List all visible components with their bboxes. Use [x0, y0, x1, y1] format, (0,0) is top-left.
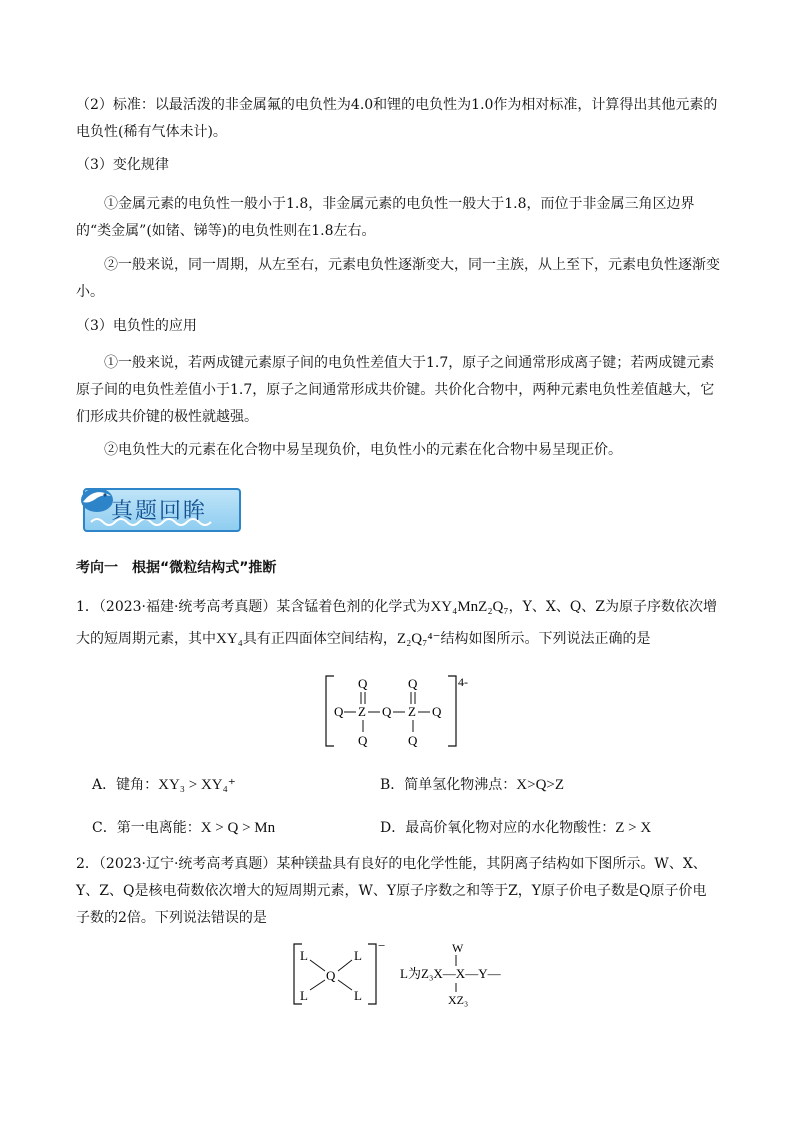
q2-structure-figure: [290, 938, 530, 1010]
section-title: 考向一 根据“微粒结构式”推断: [76, 560, 277, 576]
q2-stem-line3: 子数的2倍。下列说法错误的是: [76, 910, 267, 926]
atom-q-top-2: Q: [408, 676, 418, 691]
atom-z-1: Z: [358, 704, 366, 719]
q1-option-b[interactable]: B．简单氢化物沸点：X>Q>Z: [380, 777, 565, 793]
q1-structure-figure: [320, 670, 490, 752]
charge-minus: −: [378, 938, 386, 953]
q1-xy4: XY₄: [216, 631, 243, 647]
atom-q-bottom-1: Q: [358, 733, 368, 748]
paragraph-heading-rule: （3）变化规律: [76, 157, 169, 173]
q1-formula: XY₄MnZ₂Q₇: [430, 599, 509, 615]
paragraph-standard: （2）标准：以最活泼的非金属氟的电负性为4.0和锂的电负性为1.0作为相对标准，计算得出其他元素的电负性(稀有气体未计)。: [76, 97, 718, 140]
atom-q-bridge: Q: [382, 704, 392, 719]
paragraph-application-1: ①一般来说，若两成键元素原子间的电负性差值大于1.7，原子之间通常形成离子键；若两成键元素原子间的电负性差值小于1.7，原子之间通常形成共价键。共价化合物中，两种元素电负性差值越大，它们形成共价键的极性就越强。: [76, 355, 715, 425]
paragraph-rule-2: ②一般来说，同一周期，从左至右，元素电负性逐渐变大，同一主族，从上至下，元素电负性逐渐变小。: [76, 257, 720, 300]
charge-label: 4-: [458, 675, 468, 689]
q2-stem-line1: 2．（2023·辽宁·统考高考真题）某种镁盐具有良好的电化学性能，其阴离子结构如下图所示。W、X、: [76, 856, 707, 872]
q1-z2q7: Z₂Q₇⁴⁻: [396, 631, 441, 647]
atom-q-center: Q: [326, 968, 336, 983]
q1-option-c[interactable]: C．第一电离能：X > Q > Mn: [92, 820, 276, 836]
atom-l-3: L: [300, 988, 308, 1003]
atom-w: W: [452, 941, 464, 955]
atom-l-1: L: [300, 948, 308, 963]
atom-q-top-1: Q: [358, 676, 368, 691]
paragraph-rule-1: ①金属元素的电负性一般小于1.8，非金属元素的电负性一般大于1.8，而位于非金属三角区边界的“类金属”(如锗、锑等)的电负性则在1.8左右。: [76, 196, 695, 239]
section-banner: [75, 482, 239, 534]
q1-stem-line1: 1．（2023·福建·统考高考真题）某含锰着色剂的化学式为XY₄MnZ₂Q₇，Y、X、Q、Z为原子序数依次增: [76, 599, 718, 615]
paragraph-heading-application: （3）电负性的应用: [76, 318, 197, 334]
paragraph-application-2: ②电负性大的元素在化合物中易呈现负价，电负性小的元素在化合物中易呈现正价。: [104, 442, 622, 458]
banner-title: 真题回眸: [111, 499, 208, 524]
atom-q-right: Q: [432, 704, 442, 719]
atom-xz3: XZ₃: [448, 993, 469, 1007]
q1-option-d[interactable]: D．最高价氧化物对应的水化物酸性：Z > X: [380, 820, 652, 836]
atom-q-bottom-2: Q: [408, 733, 418, 748]
atom-z-2: Z: [408, 704, 416, 719]
atom-q-left: Q: [334, 704, 344, 719]
q2-stem-line2: Y、Z、Q是核电荷数依次增大的短周期元素，W、Y原子序数之和等于Z，Y原子价电子数是Q原子价电: [76, 883, 707, 899]
q1-stem-line2: 大的短周期元素，其中XY₄具有正四面体空间结构，Z₂Q₇⁴⁻结构如图所示。下列说法正确的是: [76, 631, 651, 647]
atom-l-4: L: [354, 988, 362, 1003]
atom-l-2: L: [354, 948, 362, 963]
q1-option-a[interactable]: A．键角：XY₃ > XY₄⁺: [92, 777, 236, 793]
legend-formula: L为Z₃X—X—Y—: [400, 966, 501, 981]
